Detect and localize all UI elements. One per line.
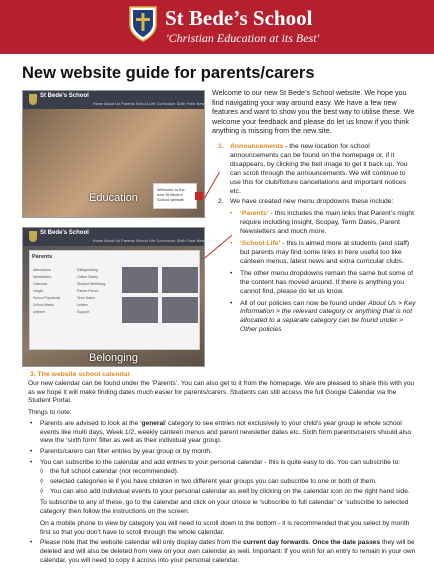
screenshot-menu: Home About Us Parents School Life Curriculum Sixth Form News Contact — [93, 239, 221, 243]
screenshot-site-name: St Bede's School — [40, 93, 89, 99]
dropdown-link: Insight — [33, 289, 44, 293]
bullet-text: . — [308, 539, 313, 547]
point-number: 2. — [218, 198, 224, 206]
point-text: - the new location for school announcements can be found on the homepage or, if it disappears, by clicking the bell image to get it back up. You can scroll through the announcements. We will continue to use this for club/fixture cancellations and important notices etc. — [230, 143, 408, 195]
bullet-text: ’ category to see entries not exclusively to your child’s year group ie whole school events like multi days, Week 1/2, weekly canteen menus and parent newsletter dates etc. Sixth form parents/carers should also view the ‘sixth form’ filter as well as their individual year group. — [40, 419, 412, 445]
dropdown-link: Support — [77, 310, 90, 314]
school-crest-icon — [128, 5, 158, 43]
bullet-icon: • — [30, 447, 33, 455]
bullet-text: You can subscribe to the calendar and add entries to your personal calendar - this is quite easy to do. You can subscribe to: — [40, 458, 401, 466]
dropdown-link: Uniform — [33, 310, 46, 314]
dropdown-sub-list — [230, 210, 417, 335]
dropdown-link: Calendar — [33, 282, 48, 286]
screenshot-site-name: St Bede's School — [40, 230, 89, 236]
subscribe-instructions: To subscribe to any of these, go to the calendar and click on your choice ie ‘subscribe to full calendar’ or ‘subscribe to selected category’ then follow the instructions on the screen. — [40, 499, 409, 516]
dropdown-image-tile — [122, 297, 158, 323]
screenshot-menu: Home About Us Parents School Life Curriculum Sixth Form News Contact — [93, 102, 221, 106]
dropdown-link: Newsletters — [33, 275, 52, 279]
guide-point-announcements — [212, 143, 417, 196]
calendar-bullet — [28, 448, 416, 457]
diamond-bullet-icon: ◊ — [40, 468, 44, 476]
dropdown-link: Online Safety — [77, 275, 99, 279]
screenshot-logo-icon — [29, 94, 37, 105]
point-title: Announcements — [230, 143, 284, 150]
dropdown-image-tile — [162, 267, 198, 293]
sub-point-title: ‘Parents’ — [240, 210, 269, 218]
option-text: selected categories ie if you have children in two different year groups you can subscribe to one or both of them. — [50, 478, 377, 486]
screenshot-nav-bar — [23, 91, 221, 109]
bullet-bold-text: Once the date passes — [312, 539, 381, 547]
bullet-icon: • — [230, 210, 233, 218]
dropdown-link: Letters — [77, 303, 88, 307]
bullet-icon: • — [30, 458, 33, 466]
dropdown-screenshot — [22, 227, 221, 367]
sub-point-policies — [230, 300, 417, 336]
dropdown-link: Parent Forum — [77, 289, 99, 293]
school-name: St Bede’s School — [165, 6, 313, 30]
page-title: New website guide for parents/carers — [22, 64, 315, 82]
screenshot-nav-bar — [23, 228, 221, 246]
sub-point-text: - this is aimed more at students (and staff) but parents may find some links in here useful too like canteen menus, latest news and extra curricular clubs. — [240, 240, 410, 265]
diamond-bullet-icon: ◊ — [40, 478, 44, 486]
calendar-section-title: 3. The website school calendar — [30, 371, 131, 378]
school-header — [0, 0, 434, 54]
subscribe-option — [28, 488, 416, 497]
calendar-bullet — [28, 459, 416, 468]
homepage-screenshot — [22, 90, 221, 218]
intro-paragraph: Welcome to our new St Bede’s School website. We hope you find navigating your way around easy. We have a few new features and want to show you the best way to utilise these. We welcome your feedback and please do let us know if you think anything is missing from the new site. — [212, 88, 415, 136]
dropdown-link: Safeguarding — [77, 268, 98, 272]
guide-points — [212, 143, 417, 338]
sub-point-school-life — [230, 240, 417, 267]
sub-point-text: - this includes the main links that Parent’s might require including Insight, Scopay, Term Dates, Parent Newsletters and much more. — [240, 210, 415, 236]
screenshot-caption: Belonging — [89, 352, 138, 364]
point-number: 1. — [218, 143, 224, 150]
bell-icon — [195, 192, 203, 200]
dropdown-links-col2 — [77, 267, 117, 316]
dropdown-image-tile — [122, 267, 158, 293]
bullet-text: Parents/carers can filter entries by year group or by month. — [40, 447, 212, 455]
sub-point-parents — [230, 210, 417, 237]
dropdown-image-tile — [162, 297, 198, 323]
calendar-section-body — [28, 380, 416, 565]
dropdown-heading: Parents — [32, 254, 53, 260]
mobile-instructions: On a mobile phone to view by category you will need to scroll down to the bottom - it is recommended that you select by month first so that you don’t have to scroll through the whole calendar. — [40, 519, 410, 536]
dropdown-link: Student Wellbeing — [77, 282, 106, 286]
bullet-bold-text: general — [141, 419, 165, 427]
dropdown-link: Attendance — [33, 268, 51, 272]
point-text: We have created new menu dropdowns these include: — [230, 198, 394, 206]
bullet-text: Please note that the website calendar will only display dates from the — [40, 539, 244, 547]
screenshot-caption: Education — [89, 192, 138, 204]
guide-point-dropdowns — [212, 198, 417, 335]
sub-point-path: About Us > Key Information > the relevant category or anything that is not allocated to a separate category can be found under > Other policies — [240, 299, 416, 334]
dropdown-link: School Payments — [33, 296, 61, 300]
school-motto: 'Christian Education at its Best' — [166, 31, 320, 45]
bullet-icon: • — [30, 539, 33, 547]
option-text: the full school calendar (not recommended). — [50, 468, 179, 476]
bullet-text: they will be deleted and will also be deleted from view on your own calendar as well. Important: If you wish for an entry to remain in your own calendar, you will need to copy it across into your personal calendar. — [40, 539, 416, 564]
bullet-text: Parents are advised to look at the ‘ — [40, 419, 142, 427]
sub-point-other-menus — [230, 270, 417, 297]
bullet-bold-text: current day forwards — [243, 539, 309, 547]
bullet-icon: • — [30, 419, 33, 427]
option-text: You can also add individual events to your personal calendar as well by clicking on the calendar icon on the right hand side. — [50, 487, 410, 495]
things-to-note-label: Things to note: — [28, 409, 72, 417]
sub-point-title: ‘School Life’ — [240, 240, 281, 248]
announcement-popup: Welcome to the new St Bede's School website. — [153, 183, 197, 209]
bullet-icon: • — [230, 299, 233, 307]
dropdown-link: School Meals — [33, 303, 55, 307]
dropdown-link: Term Dates — [77, 296, 95, 300]
parents-dropdown-panel — [29, 250, 200, 350]
sub-point-text: The other menu dropdowns remain the same but some of the content has moved around. If there is anything you cannot find, please do let us know. — [240, 269, 414, 295]
sub-point-text: All of our policies can now be found under — [240, 299, 367, 307]
diamond-bullet-icon: ◊ — [40, 487, 44, 495]
subscribe-option — [28, 478, 416, 487]
calendar-bullet — [28, 539, 416, 565]
bullet-icon: • — [230, 269, 233, 277]
subscribe-option — [28, 468, 416, 477]
calendar-intro: Our new calendar can be found under the ‘Parents’. You can also get to it from the homepage. We are pleased to share this with you as we hope it will make finding dates much easier for parents/carers. Students can still access the full Google Calendar via the Student Portal. — [28, 380, 415, 405]
screenshot-logo-icon — [29, 231, 37, 242]
bullet-icon: • — [230, 240, 233, 248]
dropdown-links-col1 — [33, 267, 73, 316]
calendar-bullet — [28, 420, 416, 446]
